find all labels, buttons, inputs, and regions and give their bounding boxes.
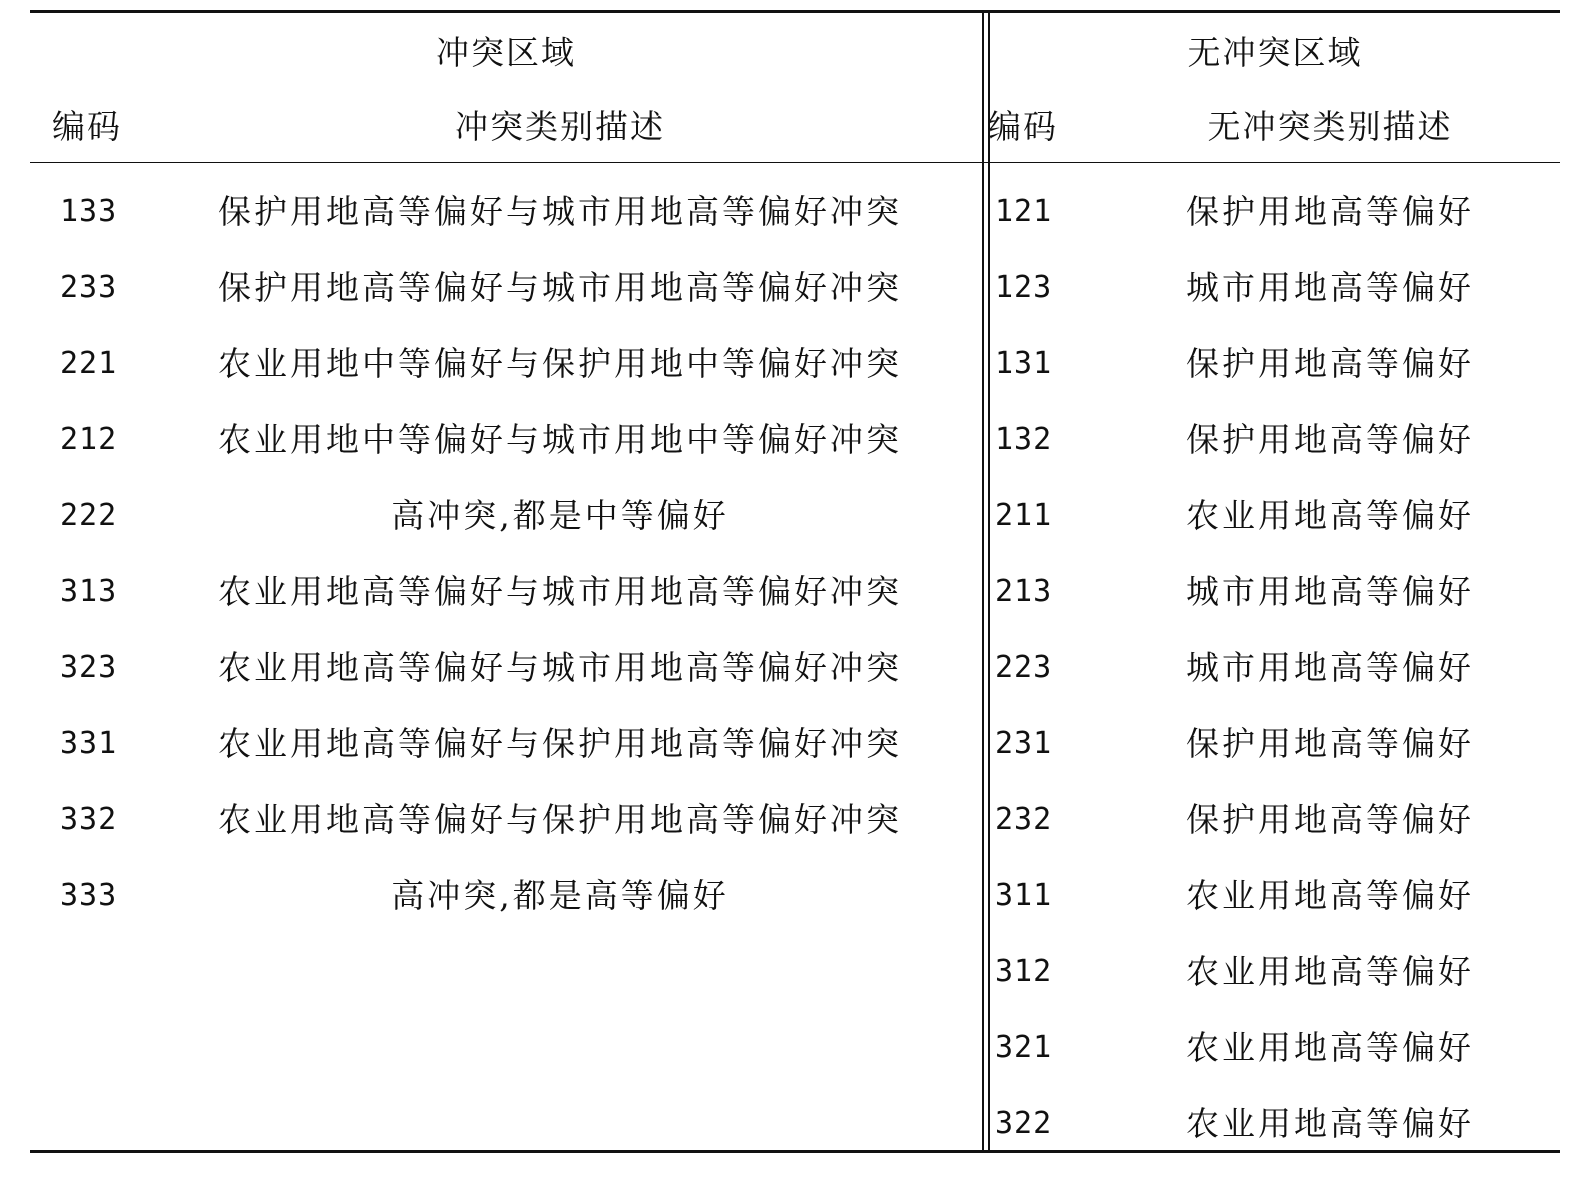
conflict-desc: 农业用地中等偏好与城市用地中等偏好冲突	[218, 420, 902, 459]
no-conflict-desc: 城市用地高等偏好	[1186, 648, 1474, 687]
no-conflict-desc: 保护用地高等偏好	[1186, 344, 1474, 383]
table-row	[30, 554, 1560, 630]
conflict-code: 333	[60, 878, 118, 913]
table-row	[30, 326, 1560, 402]
no-conflict-desc: 城市用地高等偏好	[1186, 268, 1474, 307]
conflict-code: 332	[60, 802, 118, 837]
no-conflict-code: 322	[995, 1106, 1053, 1141]
conflict-code: 233	[60, 270, 118, 305]
conflict-desc: 保护用地高等偏好与城市用地高等偏好冲突	[218, 192, 902, 231]
conflict-desc: 高冲突,都是中等偏好	[391, 496, 729, 535]
no-conflict-code: 311	[995, 878, 1053, 913]
conflict-group-header: 冲突区域	[436, 33, 576, 72]
no-conflict-code: 123	[995, 270, 1053, 305]
conflict-code: 221	[60, 346, 118, 381]
conflict-desc: 高冲突,都是高等偏好	[391, 876, 729, 915]
table-row	[30, 630, 1560, 706]
no-conflict-code: 121	[995, 194, 1053, 229]
conflict-code: 313	[60, 574, 118, 609]
no-conflict-desc: 城市用地高等偏好	[1186, 572, 1474, 611]
table-row	[30, 250, 1560, 326]
no-conflict-desc: 保护用地高等偏好	[1186, 420, 1474, 459]
no-conflict-code: 312	[995, 954, 1053, 989]
no-conflict-desc: 保护用地高等偏好	[1186, 800, 1474, 839]
conflict-desc: 保护用地高等偏好与城市用地高等偏好冲突	[218, 268, 902, 307]
no-conflict-code: 223	[995, 650, 1053, 685]
conflict-code: 212	[60, 422, 118, 457]
conflict-code-header: 编码	[52, 107, 122, 146]
no-conflict-code: 321	[995, 1030, 1053, 1065]
table-row	[30, 174, 1560, 250]
conflict-code: 323	[60, 650, 118, 685]
no-conflict-desc: 农业用地高等偏好	[1186, 496, 1474, 535]
no-conflict-code: 213	[995, 574, 1053, 609]
table-header-rule	[30, 162, 1560, 163]
no-conflict-desc: 保护用地高等偏好	[1186, 192, 1474, 231]
no-conflict-code-header: 编码	[988, 107, 1058, 146]
table-row	[30, 706, 1560, 782]
no-conflict-desc-header: 无冲突类别描述	[1207, 107, 1453, 146]
conflict-desc: 农业用地高等偏好与保护用地高等偏好冲突	[218, 800, 902, 839]
no-conflict-desc: 农业用地高等偏好	[1186, 876, 1474, 915]
conflict-desc: 农业用地中等偏好与保护用地中等偏好冲突	[218, 344, 902, 383]
table-row	[30, 782, 1560, 858]
no-conflict-group-header: 无冲突区域	[1187, 33, 1363, 72]
no-conflict-desc: 农业用地高等偏好	[1186, 1028, 1474, 1067]
table-row	[30, 402, 1560, 478]
conflict-desc: 农业用地高等偏好与城市用地高等偏好冲突	[218, 648, 902, 687]
table-row	[30, 858, 1560, 934]
conflict-desc: 农业用地高等偏好与城市用地高等偏好冲突	[218, 572, 902, 611]
no-conflict-code: 211	[995, 498, 1053, 533]
conflict-desc-header: 冲突类别描述	[455, 107, 665, 146]
conflict-desc: 农业用地高等偏好与保护用地高等偏好冲突	[218, 724, 902, 763]
table-row	[30, 478, 1560, 554]
no-conflict-code: 131	[995, 346, 1053, 381]
conflict-code: 331	[60, 726, 118, 761]
no-conflict-code: 232	[995, 802, 1053, 837]
no-conflict-code: 231	[995, 726, 1053, 761]
conflict-classification-table	[30, 10, 1560, 1170]
conflict-code: 222	[60, 498, 118, 533]
no-conflict-desc: 农业用地高等偏好	[1186, 952, 1474, 991]
table-row	[30, 1086, 1560, 1162]
no-conflict-code: 132	[995, 422, 1053, 457]
no-conflict-desc: 保护用地高等偏好	[1186, 724, 1474, 763]
no-conflict-desc: 农业用地高等偏好	[1186, 1104, 1474, 1143]
table-top-rule	[30, 10, 1560, 13]
table-row	[30, 1010, 1560, 1086]
table-row	[30, 934, 1560, 1010]
conflict-code: 133	[60, 194, 118, 229]
